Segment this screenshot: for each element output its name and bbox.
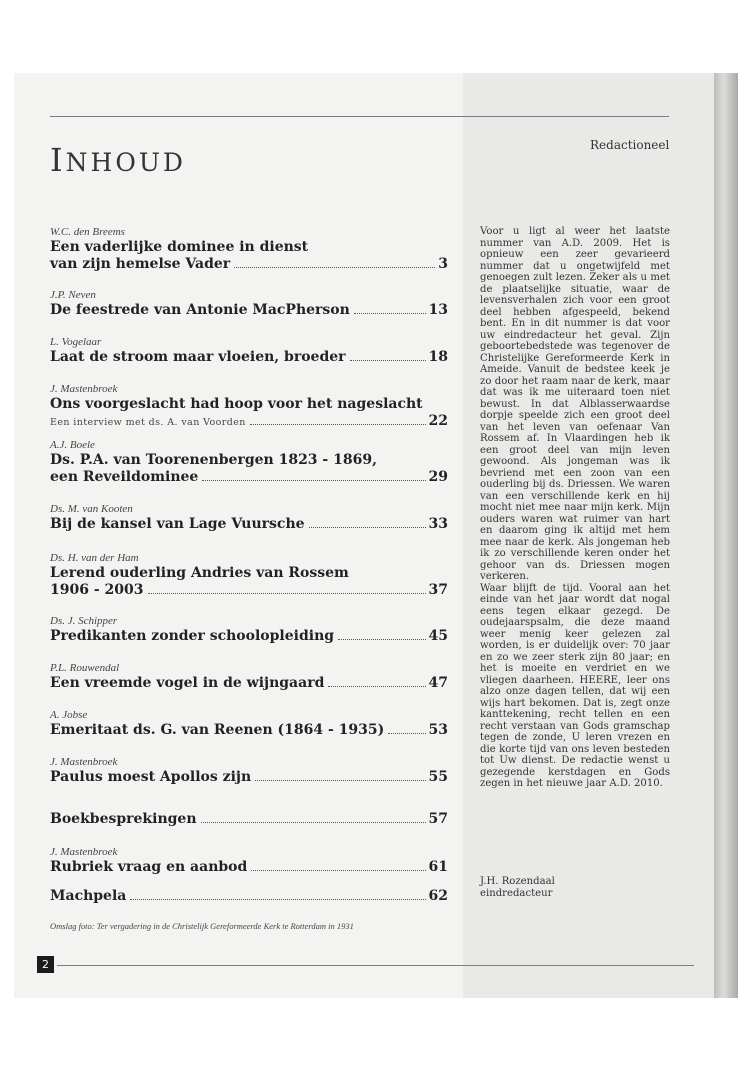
toc-author: J.P. Neven — [50, 289, 96, 301]
toc-leader — [250, 424, 426, 425]
toc-line — [50, 859, 448, 876]
toc-line — [50, 888, 448, 905]
toc-author: P.L. Rouwendal — [50, 662, 120, 674]
toc-entry[interactable] — [50, 846, 448, 876]
toc-entry[interactable] — [50, 552, 448, 599]
toc-line — [50, 516, 448, 533]
page-title — [50, 141, 186, 179]
toc-line — [50, 256, 448, 273]
editorial-text — [480, 226, 670, 790]
toc-line — [50, 582, 448, 599]
toc-title: van zijn hemelse Vader — [50, 256, 231, 272]
toc-line — [50, 769, 448, 786]
editorial-paragraph: Voor u ligt al weer het laatste nummer van A.D. 2009. Het is opnieuw een zeer gevarieerd nummer dat u ongetwijfeld met genoegen zult lezen. Zeker als u met de plaatselijke situatie, waar de levensverhalen zich voor een groot deel hebben afgespeeld, bekend bent. En in dit nummer is dat voor uw eindredacteur het geval. Zijn geboortebedstede was tegenover de Christelijke Gereformeerde Kerk in Ameide. Vanuit de bedstee keek je zo door het raam naar de kerk, maar dat was ik me uiteraard toen niet bewust. In dat Alblasserwaardse dorpje speelde zich een groot deel van het leven van oefenaar Van Rossem af. In Vlaardingen heb ik een groot deel van mijn leven gewoond. Als jongeman was ik bevriend met een zoon van een ouderling bij ds. Driessen. We waren van een verschillende kerk en hij mocht niet mee naar mijn kerk. Mijn ouders waren wat ruimer van hart en daarom ging ik altijd met hem mee naar de kerk. Als jongeman heb ik zo verschillende keren onder het gehoor van ds. Driessen mogen verkeren. — [480, 226, 670, 582]
toc-entry[interactable] — [50, 226, 448, 273]
page-spine — [714, 73, 738, 998]
toc-title: Laat de stroom maar vloeien, broeder — [50, 349, 346, 365]
toc-line — [50, 413, 448, 429]
toc-leader — [388, 733, 425, 734]
toc-entry[interactable] — [50, 811, 448, 828]
toc-leader — [148, 593, 426, 594]
toc-leader — [309, 527, 426, 528]
bottom-divider — [57, 965, 694, 966]
toc-line — [50, 469, 448, 486]
toc-title: Predikanten zonder schoolopleiding — [50, 628, 335, 644]
editorial-signature — [480, 876, 555, 899]
toc-author: W.C. den Breems — [50, 226, 125, 238]
toc-page-number: 61 — [428, 859, 448, 875]
toc-page-number: 45 — [428, 628, 448, 644]
toc-title: Ons voorgeslacht had hoop voor het nageslacht — [50, 396, 423, 412]
toc-line — [50, 811, 448, 828]
toc-author: Ds. J. Schipper — [50, 615, 118, 627]
toc-title: Machpela — [50, 888, 127, 904]
toc-line — [50, 675, 448, 692]
toc-author: J. Mastenbroek — [50, 756, 118, 768]
page-title-initial: I — [50, 141, 66, 179]
toc-leader — [354, 313, 426, 314]
toc-title: een Reveildominee — [50, 469, 199, 485]
toc-author: A.J. Boele — [50, 439, 95, 451]
toc-page-number: 18 — [428, 349, 448, 365]
toc-author: Ds. H. van der Ham — [50, 552, 139, 564]
toc-title: Ds. P.A. van Toorenenbergen 1823 - 1869, — [50, 452, 377, 468]
toc-entry[interactable] — [50, 383, 448, 429]
toc-author: A. Jobse — [50, 709, 88, 721]
toc-entry[interactable] — [50, 503, 448, 533]
toc-line — [50, 302, 448, 319]
toc-page-number: 62 — [428, 888, 448, 904]
toc-page-number: 33 — [428, 516, 448, 532]
toc-author: L. Vogelaar — [50, 336, 102, 348]
toc-line — [50, 722, 448, 739]
toc-line — [50, 349, 448, 366]
signature-role: eindredacteur — [480, 887, 553, 899]
toc-page-number: 22 — [428, 413, 448, 429]
toc-leader — [328, 686, 425, 687]
toc-entry[interactable] — [50, 662, 448, 692]
top-divider — [50, 116, 669, 117]
toc-page-number: 57 — [428, 811, 448, 827]
toc-leader — [338, 639, 425, 640]
toc-title: Paulus moest Apollos zijn — [50, 769, 252, 785]
toc-page-number: 53 — [428, 722, 448, 738]
toc-author: J. Mastenbroek — [50, 846, 118, 858]
toc-title: Bij de kansel van Lage Vuursche — [50, 516, 305, 532]
page-number-badge: 2 — [37, 956, 54, 973]
toc-entry[interactable] — [50, 289, 448, 319]
toc-page-number: 13 — [428, 302, 448, 318]
toc-leader — [201, 822, 426, 823]
toc-title: 1906 - 2003 — [50, 582, 144, 598]
toc-leader — [251, 870, 425, 871]
toc-subtitle: Een interview met ds. A. van Voorden — [50, 417, 246, 428]
toc-entry[interactable] — [50, 615, 448, 645]
section-label: Redactioneel — [590, 138, 670, 152]
toc-title: Een vaderlijke dominee in dienst — [50, 239, 309, 255]
toc-author: J. Mastenbroek — [50, 383, 118, 395]
signature-name: J.H. Rozendaal — [480, 876, 555, 887]
toc-title: Emeritaat ds. G. van Reenen (1864 - 1935) — [50, 722, 385, 738]
toc-author: Ds. M. van Kooten — [50, 503, 133, 515]
toc-page-number: 3 — [438, 256, 448, 272]
toc-title: Boekbesprekingen — [50, 811, 197, 827]
toc-title: De feestrede van Antonie MacPherson — [50, 302, 350, 318]
toc-leader — [350, 360, 426, 361]
toc-page-number: 37 — [428, 582, 448, 598]
toc-title: Rubriek vraag en aanbod — [50, 859, 248, 875]
toc-page-number: 29 — [428, 469, 448, 485]
toc-title: Lerend ouderling Andries van Rossem — [50, 565, 349, 581]
toc-title: Een vreemde vogel in de wijngaard — [50, 675, 325, 691]
cover-photo-caption: Omslag foto: Ter vergadering in de Christelijk Gereformeerde Kerk te Rotterdam in 1931 — [50, 921, 354, 931]
toc-entry[interactable] — [50, 709, 448, 739]
toc-page-number: 55 — [428, 769, 448, 785]
toc-leader — [255, 780, 425, 781]
toc-page-number: 47 — [428, 675, 448, 691]
toc-entry[interactable] — [50, 756, 448, 786]
toc-entry[interactable] — [50, 439, 448, 486]
editorial-paragraph: Waar blijft de tijd. Vooral aan het einde van het jaar wordt dat nogal eens tegen elkaar gezegd. De oudejaarspsalm, die deze maand weer menig keer gelezen zal worden, is er duidelijk over: 70 jaar en zo we zeer sterk zijn 80 jaar; en het is moeite en verdriet en we vliegen daarheen. HEERE, leer ons alzo onze dagen tellen, dat wij een wijs hart bekomen. Dat is, zegt onze kanttekening, recht tellen en een recht verstaan van Gods gramschap tegen de zonde, U leren vrezen en die korte tijd van ons leven besteden tot Uw dienst. De redactie wenst u gezegende kerstdagen en Gods zegen in het nieuwe jaar A.D. 2010. — [480, 582, 670, 789]
page-title-rest: NHOUD — [65, 148, 186, 177]
toc-leader — [130, 899, 425, 900]
toc-entry[interactable] — [50, 336, 448, 366]
toc-leader — [202, 480, 425, 481]
toc-leader — [234, 267, 435, 268]
toc-entry[interactable] — [50, 888, 448, 905]
toc-line — [50, 628, 448, 645]
